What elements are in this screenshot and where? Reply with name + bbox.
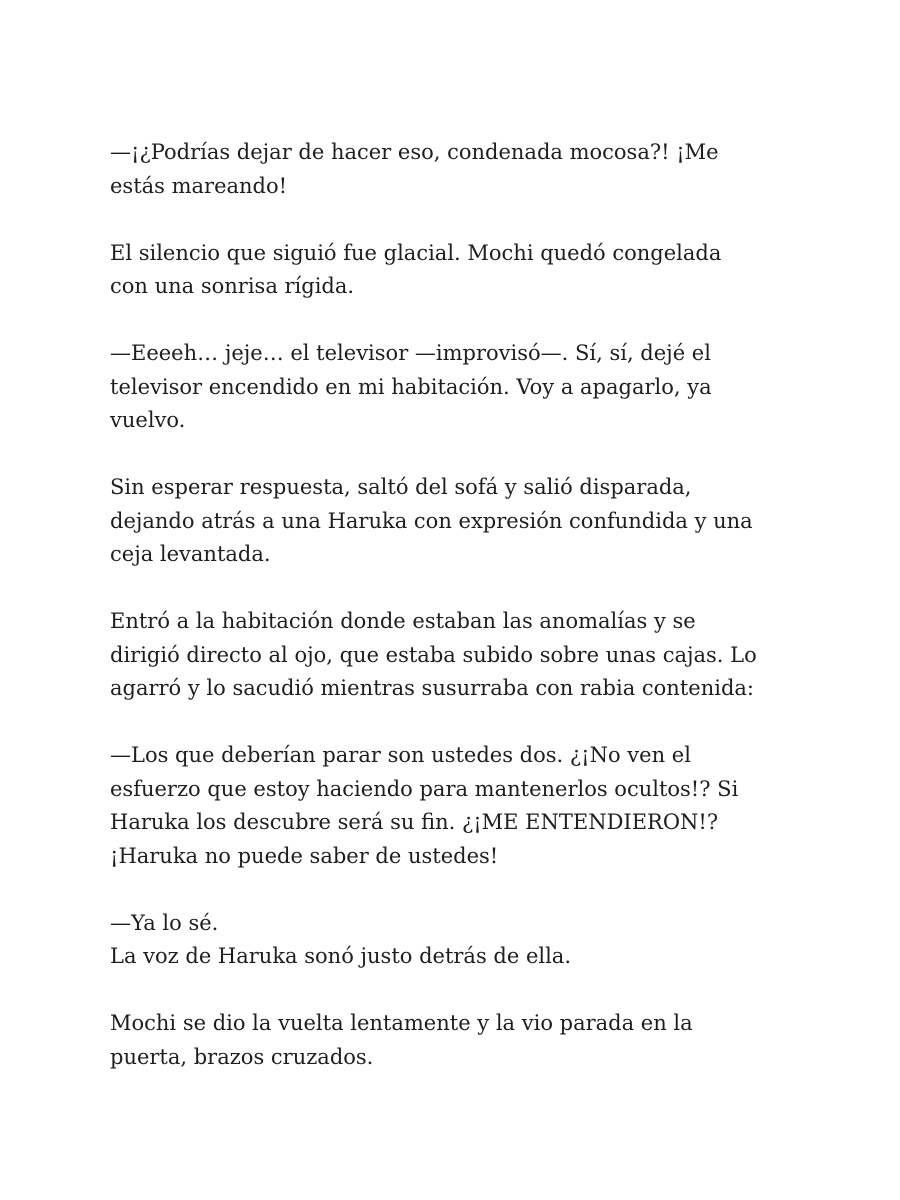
text-line: Mochi se dio la vuelta lentamente y la vio parada en la xyxy=(110,1011,693,1035)
paragraph-2 xyxy=(110,237,800,304)
text-line: Sin esperar respuesta, saltó del sofá y salió disparada, xyxy=(110,475,692,499)
text-line: La voz de Haruka sonó justo detrás de ella. xyxy=(110,944,572,968)
text-line: esfuerzo que estoy haciendo para mantenerlos ocultos!? Si xyxy=(110,776,739,801)
text-line: Haruka los descubre será su fin. ¿¡ME ENTENDIERON!? xyxy=(110,810,719,834)
text-line: ¡Haruka no puede saber de ustedes! xyxy=(110,843,499,868)
paragraph-6 xyxy=(110,739,800,873)
text-line: agarró y lo sacudió mientras susurraba con rabia contenida: xyxy=(110,676,754,700)
text-line: estás mareando! xyxy=(110,173,288,198)
paragraph-8 xyxy=(110,1007,800,1074)
paragraph-1 xyxy=(110,136,800,203)
paragraph-7 xyxy=(110,907,800,974)
text-line: dejando atrás a una Haruka con expresión confundida y una xyxy=(110,508,753,533)
text-line: —Ya lo sé. xyxy=(110,910,219,935)
text-line: —Los que deberían parar son ustedes dos. ¿¡No ven el xyxy=(110,743,691,767)
text-line: Entró a la habitación donde estaban las anomalías y se xyxy=(110,609,696,633)
text-line: ceja levantada. xyxy=(110,542,271,566)
text-line: con una sonrisa rígida. xyxy=(110,274,355,298)
text-line: —Eeeeh… jeje… el televisor —improvisó—. Sí, sí, dejé el xyxy=(110,341,711,365)
text-line: El silencio que siguió fue glacial. Mochi quedó congelada xyxy=(110,240,722,265)
text-line: vuelvo. xyxy=(110,408,186,432)
paragraph-3 xyxy=(110,337,800,438)
text-line: —¡¿Podrías dejar de hacer eso, condenada mocosa?! ¡Me xyxy=(110,140,719,164)
text-line: televisor encendido en mi habitación. Voy a apagarlo, ya xyxy=(110,374,712,399)
text-line: dirigió directo al ojo, que estaba subido sobre unas cajas. Lo xyxy=(110,642,757,667)
text-line: puerta, brazos cruzados. xyxy=(110,1044,374,1069)
paragraph-4 xyxy=(110,471,800,572)
paragraph-5 xyxy=(110,605,800,706)
document-text-body xyxy=(110,136,800,1074)
